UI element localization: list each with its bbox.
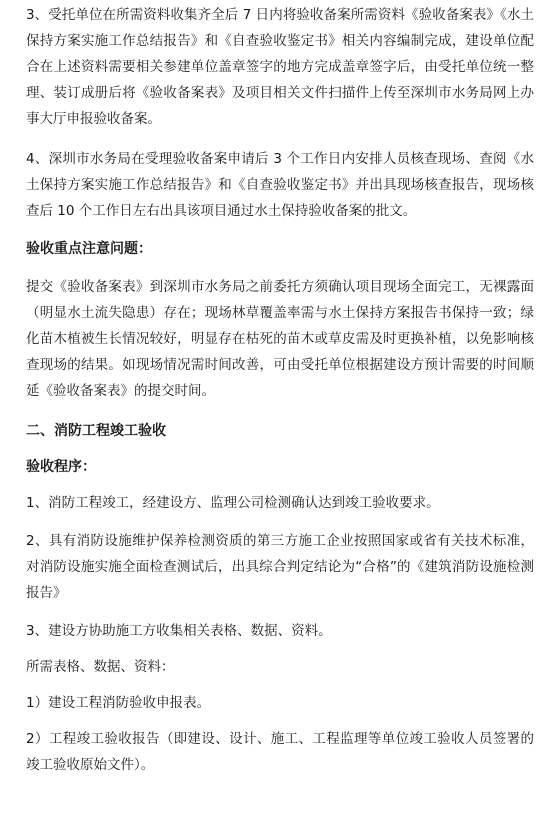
paragraph-fire-step-1: 1、消防工程竣工，经建设方、监理公司检测确认达到竣工验收要求。 xyxy=(26,495,440,511)
paragraph-fire-step-2: 2、具有消防设施维护保养检测资质的第三方施工企业按照国家或省有关技术标准，对消防设施实施全面检查测试后，出具综合判定结论为“合格”的《建筑消防设施检测报告》 xyxy=(26,533,534,601)
paragraph-acceptance-step-4: 4、深圳市水务局在受理验收备案申请后 3 个工作日内安排人员核查现场、查阅《水土保持方案实施工作总结报告》和《自查验收鉴定书》并出具现场核查报告，现场核查后 10 个工作日左右出具该项目通过水土保持验收备案的批文。 xyxy=(26,151,534,219)
paragraph-fire-step-3: 3、建设方协助施工方收集相关表格、数据、资料。 xyxy=(26,623,332,639)
list-item-2: 2）工程竣工验收报告（即建设、设计、施工、工程监理等单位竣工验收人员签署的竣工验收原始文件）。 xyxy=(26,731,534,773)
heading-section-two: 二、消防工程竣工验收 xyxy=(26,423,166,439)
paragraph-key-points: 提交《验收备案表》到深圳市水务局之前委托方须确认项目现场全面完工，无裸露面（明显水土流失隐患）存在；现场林草覆盖率需与水土保持方案报告书保持一致；绿化苗木植被生长情况较好，明显存在枯死的苗木或草皮需及时更换补植，以免影响核查现场的结果。如现场情况需时间改善，可由受托单位根据建设方预计需要的时间顺延《验收备案表》的提交时间。 xyxy=(26,279,534,399)
list-item-1: 1）建设工程消防验收申报表。 xyxy=(26,695,211,711)
heading-key-points: 验收重点注意问题： xyxy=(26,241,152,257)
heading-procedure: 验收程序： xyxy=(26,459,96,475)
paragraph-acceptance-step-3: 3、受托单位在所需资料收集齐全后 7 日内将验收备案所需资料《验收备案表》《水土保持方案实施工作总结报告》和《自查验收鉴定书》相关内容编制完成，建设单位配合在上述资料需要相关参建单位盖章签字的地方完成盖章签字后，由受托单位统一整理、装订成册后将《验收备案表》及项目相关文件扫描件上传至深圳市水务局网上办事大厅申报验收备案。 xyxy=(26,7,534,127)
paragraph-required-materials: 所需表格、数据、资料： xyxy=(26,659,175,675)
